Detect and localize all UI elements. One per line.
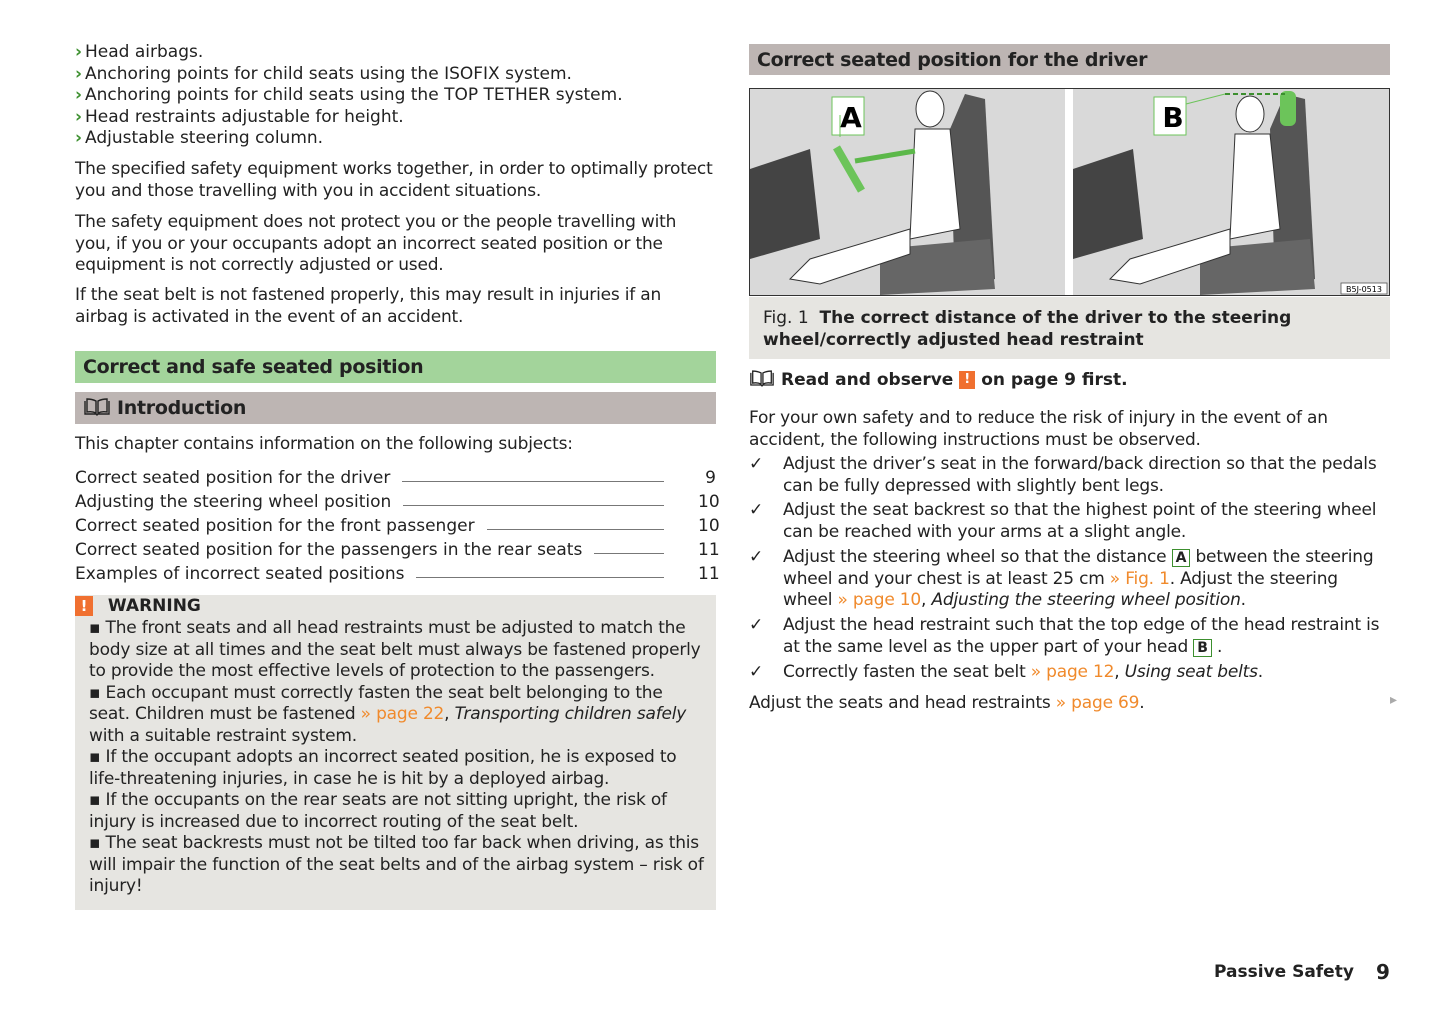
toc-page: 11 [698,540,720,560]
page-link[interactable]: » page 12 [1030,662,1115,682]
toc-item[interactable] [75,512,720,536]
section-title: Correct and safe seated position [75,351,716,383]
toc-title: Correct seated position for the front passenger [75,516,475,536]
paragraph: The specified safety equipment works together, in order to optimally protect you and those travelling with you in accident situations. [75,159,713,201]
toc-item[interactable] [75,488,720,512]
list-item: › Head airbags. [75,42,204,62]
intro-title: Introduction [117,397,247,419]
instructions-intro: For your own safety and to reduce the risk of injury in the event of an accident, the following instructions must be observed. [749,408,1328,450]
check-icon: ✓ [749,454,764,474]
toc-leader [487,529,664,530]
toc-title: Examples of incorrect seated positions [75,564,405,584]
toc-leader [402,481,664,482]
paragraph: The safety equipment does not protect you or the people travelling with you, if you or your occupants adopt an incorrect seated position or the equipment is not correctly adjusted or used. [75,212,677,275]
figure-link[interactable]: » Fig. 1 [1109,568,1170,589]
warning-item: ▪ Each occupant must correctly fasten the seat belt belonging to the seat. Children must be fastened » page 22, Transporting children safely with a suitable restraint system. [89,682,687,746]
figure-label-b: B [1162,101,1184,134]
intro-text: This chapter contains information on the following subjects: [75,434,573,454]
paragraph: If the seat belt is not fastened properly, this may result in injuries if an airbag is activated in the event of an accident. [75,285,662,327]
figure-caption-text: The correct distance of the driver to the steering wheel/correctly adjusted head restraint [763,308,1292,350]
check-icon: ✓ [749,615,764,635]
figure-number: Fig. 1 [763,308,809,328]
warning-icon: ! [75,596,93,616]
toc-page: 9 [705,468,716,488]
list-item: › Adjustable steering column. [75,128,324,148]
check-icon: ✓ [749,547,764,567]
section-title: Correct seated position for the driver [749,44,1390,75]
toc-item[interactable] [75,464,716,488]
toc-item[interactable] [75,560,720,584]
book-icon [749,370,775,394]
warning-box [75,595,716,910]
list-item: › Anchoring points for child seats using the ISOFIX system. [75,64,572,84]
warning-icon[interactable]: ! [959,371,975,389]
warning-header [75,596,704,618]
intro-header [75,392,716,424]
warning-item: ▪ The seat backrests must not be tilted too far back when driving, as this will impair the function of the seat belts and of the airbag system – risk of injury! [89,833,704,896]
warning-item: ▪ If the occupant adopts an incorrect seated position, he is exposed to life-threatening injuries, in case he is hit by a deployed airbag. [89,747,677,789]
check-icon: ✓ [749,500,764,520]
read-and-observe: Read and observe ! on page 9 first. [749,370,1128,394]
warning-item: ▪ If the occupants on the rear seats are not sitting upright, the risk of injury is increased due to incorrect routing of the seat belt. [89,790,667,832]
toc-title: Correct seated position for the driver [75,468,391,488]
page-number: 9 [1376,960,1390,984]
figure-code: B5J-0513 [1346,285,1382,294]
toc-leader [403,505,664,506]
toc-item[interactable] [75,536,720,560]
toc-page: 10 [698,492,720,512]
toc-page: 10 [698,516,720,536]
continue-arrow-icon: ▸ [1390,692,1398,708]
page-link[interactable]: » page 69 [1055,693,1140,713]
toc-leader [594,553,664,554]
book-icon [83,398,111,421]
toc-title: Adjusting the steering wheel position [75,492,392,512]
list-item: › Head restraints adjustable for height. [75,107,404,127]
toc-title: Correct seated position for the passengers in the rear seats [75,540,583,560]
figure-caption [749,297,1390,359]
figure-image [749,88,1390,296]
final-note: Adjust the seats and head restraints » page 69. [749,693,1145,713]
page-link[interactable]: » page 22 [360,704,445,724]
page-link[interactable]: » page 10 [837,590,922,610]
toc-page: 11 [698,564,720,584]
warning-title: WARNING [107,596,201,616]
toc-leader [416,577,664,578]
label-b-box: B [1193,639,1211,657]
footer-section: Passive Safety [1214,962,1354,982]
warning-item: ▪ The front seats and all head restraints must be adjusted to match the body size at all times and the seat belt must always be fastened properly to provide the most effective levels of protection to the passengers. [89,618,701,681]
list-item: › Anchoring points for child seats using the TOP TETHER system. [75,85,623,105]
label-a-box: A [1172,549,1191,567]
check-icon: ✓ [749,662,764,682]
figure-label-a: A [840,101,862,134]
